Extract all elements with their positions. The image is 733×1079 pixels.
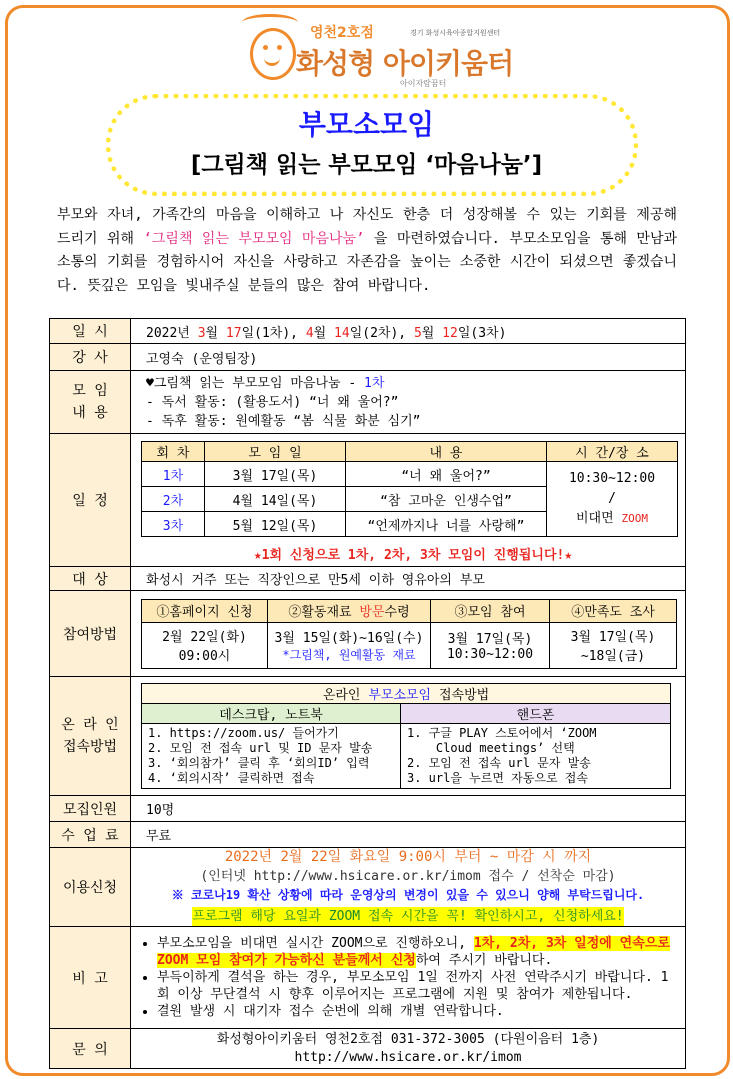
date-day-3: 12: [442, 325, 458, 341]
date-text: 일(1차),: [241, 325, 306, 341]
label-online-line1: 온 라 인: [61, 717, 119, 733]
step-head: ①홈페이지 신청: [142, 599, 268, 622]
schedule-date: 5월 12일(목): [205, 512, 346, 537]
label-content: [50, 371, 131, 434]
date-value: [131, 319, 686, 344]
logo-main-text: 화성형 아이키움터: [296, 47, 514, 80]
page-title: 부모소모임: [298, 108, 435, 141]
content-line1: [146, 374, 685, 393]
schedule-zoom: ZOOM: [621, 512, 648, 525]
info-table: [49, 318, 686, 1069]
step-line2: 09:00시: [178, 649, 231, 664]
intro-text-2: 을 마련하였습니다. 부모소모임을 통해 만남과 소통의 기회를 경험하시어 자신을 사랑하고 자존감을 높이는 소중한 시간이 되셨으면 좋겠습니다. 뜻깊은 모임을 빛내주실 분들의 많은 참여 바랍니다.: [57, 230, 677, 294]
schedule-topic: “너 왜 울어?”: [346, 462, 547, 487]
fee-value: 무료: [131, 822, 686, 848]
content-line3: - 독후 활동: 원예활동 “봄 식물 화분 심기”: [146, 413, 421, 429]
row-target: [50, 567, 686, 591]
mobile-title: 핸드폰: [401, 704, 671, 724]
remark-item: [157, 935, 677, 969]
intro-paragraph: [57, 204, 677, 298]
step-value: [268, 622, 431, 668]
step-line2: *그림책, 원예활동 재료: [282, 648, 416, 662]
step-line1: 2월 22일(화): [162, 630, 247, 645]
online-header: [142, 684, 671, 704]
label-content-line2: 내 용: [72, 405, 108, 421]
desktop-step: 2. 모임 전 접속 url 및 ID 문자 발송: [148, 741, 373, 755]
date-text: 일(2차),: [349, 325, 414, 341]
step-head: ④만족도 조사: [550, 599, 677, 622]
content-title: ♥그림책 읽는 부모모임 마음나눔 -: [146, 375, 365, 391]
schedule-round: 1차: [142, 462, 205, 487]
schedule-time-place: [547, 462, 678, 537]
intro-text-1: 부모와 자녀, 가족간의 마음을 이해하고 나 자신도 한층 더 성장해볼 수 있는 기회를 제공해 드리기 위해: [57, 207, 677, 247]
date-text: 2022년: [146, 325, 198, 341]
desktop-title: 데스크탑, 노트북: [142, 704, 401, 724]
online-subheader: [142, 704, 671, 724]
mobile-step: 2. 모임 전 접속 url 문자 발송: [407, 756, 591, 770]
step-head: [268, 599, 431, 622]
row-content: [50, 371, 686, 434]
step-head-visit: 방문: [359, 605, 385, 620]
participation-table: [141, 599, 677, 669]
date-day-1: 17: [225, 325, 242, 341]
remark-item: • 부득이하게 결석을 하는 경우, 부모소모임 1일 전까지 사전 연락주시기 바랍니다. 1회 이상 무단결석 시 향후 이루어지는 프로그램에 지원 및 참여가 제한됩니다.: [157, 969, 677, 1003]
desktop-step: 4. ‘회의시작’ 클릭하면 접속: [148, 771, 315, 785]
date-month-3: 5: [413, 325, 422, 341]
row-remarks: [50, 927, 686, 1029]
contact-url[interactable]: http://www.hsicare.or.kr/imom: [294, 1049, 522, 1065]
date-day-2: 14: [334, 325, 350, 341]
step-head: ③모임 참여: [431, 599, 550, 622]
step-value: [431, 622, 550, 668]
label-capacity: 모집인원: [50, 796, 131, 822]
remark-item: • 결원 발생 시 대기자 접수 순번에 의해 개별 연락합니다.: [157, 1003, 677, 1020]
date-text: 월: [205, 325, 226, 341]
online-table: [141, 683, 671, 789]
online-title-text: 온라인: [322, 688, 369, 703]
row-capacity: [50, 796, 686, 822]
application-cell: [131, 848, 686, 927]
label-application: 이용신청: [50, 848, 131, 927]
remark-text: 하여 주시기 바랍니다.: [415, 953, 553, 968]
participation-values: [142, 622, 677, 668]
online-title: [142, 684, 671, 704]
label-online-line2: 접속방법: [62, 739, 118, 755]
schedule-header-cell: 시 간/장 소: [547, 442, 678, 462]
row-date: [50, 319, 686, 344]
schedule-header: [142, 442, 678, 462]
step-head-text: ②활동재료: [288, 605, 360, 620]
row-instructor: [50, 344, 686, 371]
schedule-topic: “참 고마운 인생수업”: [346, 487, 547, 512]
step-line1: 3월 15일(화)~16일(수): [274, 631, 424, 646]
instructor-value: 고영숙 (운영팀장): [131, 344, 686, 371]
schedule-round: 3차: [142, 512, 205, 537]
date-month-1: 3: [197, 325, 206, 341]
label-instructor: 강 사: [50, 344, 131, 371]
logo-sub-org: 경기 화성시육아종합지원센터: [410, 29, 501, 37]
content-session: 1차: [364, 375, 385, 391]
date-month-2: 4: [305, 325, 314, 341]
schedule-table: [141, 441, 678, 537]
schedule-notice: ★1회 신청으로 1차, 2차, 3차 모임이 진행됩니다!★: [253, 548, 573, 563]
logo-branch: 영천2호점: [310, 25, 374, 41]
schedule-header-cell: 내 용: [346, 442, 547, 462]
mobile-step: 1. 구글 PLAY 스토어에서 ‘ZOOM: [407, 726, 597, 740]
step-value: [550, 622, 677, 668]
schedule-slash: /: [608, 491, 616, 506]
schedule-date: 3월 17일(목): [205, 462, 346, 487]
schedule-cell: [131, 434, 686, 567]
desktop-step: 1. https://zoom.us/ 들어가기: [148, 726, 339, 740]
mobile-steps: [401, 724, 671, 789]
online-title-text: 접속방법: [431, 688, 490, 703]
row-fee: [50, 822, 686, 848]
org-logo: [250, 18, 514, 88]
mobile-step: Cloud meetings’ 선택: [407, 741, 575, 755]
online-cell: [131, 677, 686, 796]
schedule-date: 4월 14일(목): [205, 487, 346, 512]
online-steps: [142, 724, 671, 789]
step-value: [142, 622, 268, 668]
schedule-time: 10:30~12:00: [568, 471, 656, 486]
step-line1: 3월 17일(목): [447, 632, 533, 647]
label-participation: 참여방법: [50, 591, 131, 677]
application-covid-notice: ※ 코로나19 확산 상황에 따라 운영상의 변경이 있을 수 있으니 양해 부탁드립니다.: [171, 888, 645, 902]
application-check: 프로그램 해당 요일과 ZOOM 접속 시간을 꼭! 확인하시고, 신청하세요!: [192, 909, 624, 924]
online-title-highlight: 부모소모임: [368, 688, 432, 703]
contact-line1: 화성형아이키움터 영천2호점 031-372-3005 (다원이음터 1층): [216, 1031, 600, 1047]
row-schedule: [50, 434, 686, 567]
content-line2: - 독서 활동: (활용도서) “너 왜 울어?”: [146, 394, 399, 410]
schedule-topic: “언제까지나 너를 사랑해”: [346, 512, 547, 537]
date-text: 월: [313, 325, 335, 341]
row-participation: [50, 591, 686, 677]
schedule-place-text: 비대면: [575, 511, 622, 526]
remark-highlight: 1차, 2차, 3차 일정에 연속으로 ZOOM 모임 참여가 가능하신 분들께서 신청: [157, 936, 670, 968]
desktop-step: 3. ‘회의참가’ 클릭 후 ‘회의ID’ 입력: [148, 756, 370, 770]
intro-highlight: ‘그림책 읽는 부모모임 마음나눔’: [143, 230, 365, 247]
step-head-text: 수령: [384, 605, 410, 620]
logo-tagline: 아이자람꿈터: [400, 79, 447, 88]
page-subtitle: [그림책 읽는 부모모임 ‘마음나눔’]: [190, 152, 543, 178]
step-line2: ~18일(금): [580, 649, 646, 664]
date-text: 일(3차): [457, 325, 507, 341]
contact-cell: [131, 1029, 686, 1069]
row-application: [50, 848, 686, 927]
desktop-steps: [142, 724, 401, 789]
application-how: (인터넷 http://www.hsicare.or.kr/imom 접수 / 선착순 마감): [200, 869, 616, 884]
schedule-round: 2차: [142, 487, 205, 512]
row-contact: [50, 1029, 686, 1069]
label-content-line1: 모 임: [72, 383, 108, 399]
label-date: 일 시: [50, 319, 131, 344]
remarks-cell: [131, 927, 686, 1029]
date-text: 월: [421, 325, 443, 341]
logo-smile-icon: [250, 28, 296, 80]
label-remarks: 비 고: [50, 927, 131, 1029]
label-fee: 수 업 료: [50, 822, 131, 848]
schedule-header-cell: 회 차: [142, 442, 205, 462]
target-value: 화성시 거주 또는 직장인으로 만5세 이하 영유아의 부모: [131, 567, 686, 591]
remarks-list: [131, 935, 685, 1020]
schedule-place: [547, 509, 677, 529]
step-line1: 3월 17일(목): [570, 630, 656, 645]
label-schedule: 일 정: [50, 434, 131, 567]
step-line2: 10:30~12:00: [446, 647, 534, 662]
schedule-header-cell: 모 임 일: [205, 442, 346, 462]
participation-cell: [131, 591, 686, 677]
schedule-row: [142, 462, 678, 487]
application-period: 2022년 2월 22일 화요일 9:00시 부터 ~ 마감 시 까지: [224, 849, 592, 865]
mobile-step: 3. url을 누르면 자동으로 접속: [407, 771, 588, 785]
content-value: [131, 371, 686, 434]
row-online: [50, 677, 686, 796]
label-online: [50, 677, 131, 796]
capacity-value: 10명: [131, 796, 686, 822]
label-contact: 문 의: [50, 1029, 131, 1069]
remark-text: 부모소모임을 비대면 실시간 ZOOM으로 진행하오니,: [157, 936, 474, 951]
label-target: 대 상: [50, 567, 131, 591]
participation-header: [142, 599, 677, 622]
